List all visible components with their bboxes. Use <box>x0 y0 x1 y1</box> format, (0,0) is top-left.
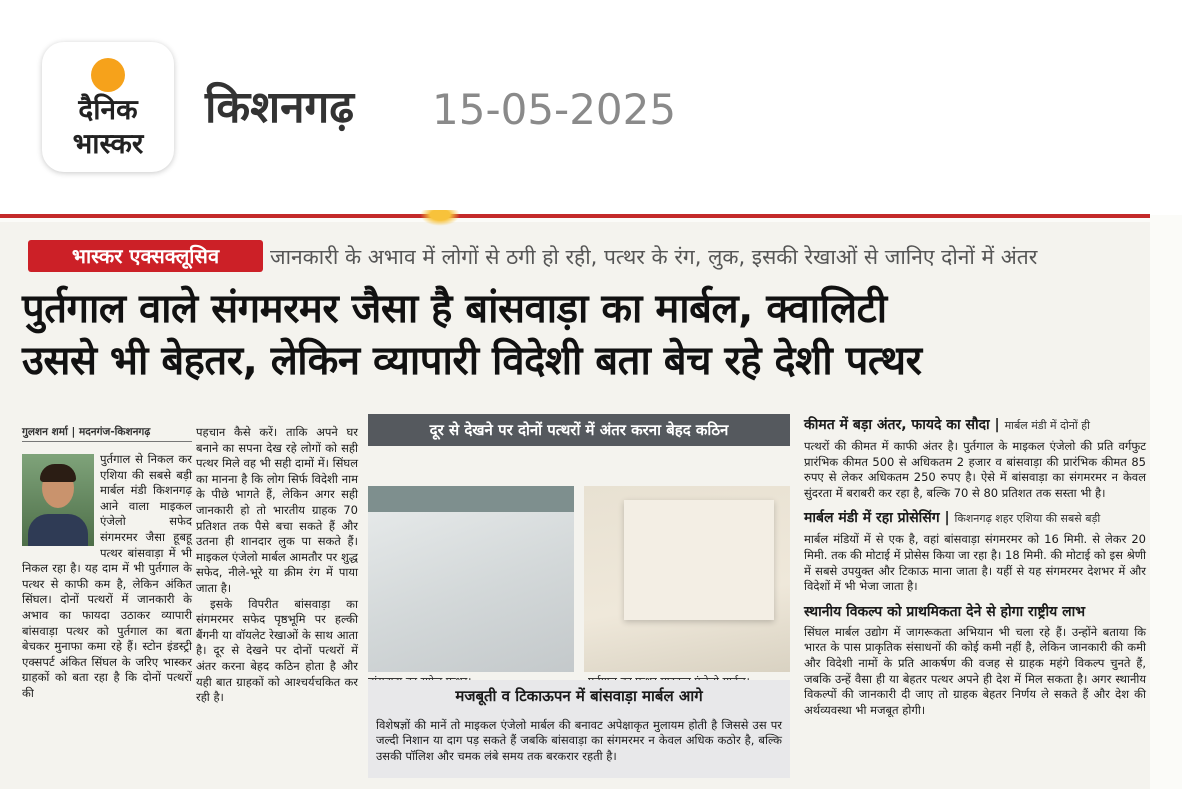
column-2-text: पहचान कैसे करें। ताकि अपने घर बनाने का सपना देख रहे लोगों को सही पत्थर मिले वह भी सही दामों में। सिंघल का मानना है कि लोग सिर्फ विदेशी नाम के पीछे भागते हैं, लेकिन अगर सही जानकारी हो तो भारतीय ग्राहक 70 प्रतिशत तक पैसे बचा सकते हैं और उतना ही शानदार लुक पा सकते हैं। माइकल एंजेलो मार्बल आमतौर पर शुद्ध सफेद, नीले-भूरे या क्रीम रंग में पाया जाता है। <box>196 425 358 595</box>
section-local-heading: स्थानीय विकल्प को प्राथमिकता देने से होगा राष्ट्रीय लाभ <box>804 603 1086 620</box>
strength-box-heading: मजबूती व टिकाऊपन में बांसवाड़ा मार्बल आगे <box>455 687 703 705</box>
section-price-lead: मार्बल मंडी में दोनों ही <box>1004 419 1090 432</box>
exclusive-tag: भास्कर एक्सक्लूसिव <box>28 240 263 272</box>
article-headline <box>22 283 1150 387</box>
section-local-text: सिंघल मार्बल उद्योग में जागरूकता अभियान भी चला रहे हैं। उन्होंने बताया कि भारत के पास प्राकृतिक संसाधनों की कोई कमी नहीं है, लेकिन जानकारी की कमी और विदेशी नामों के प्रति आकर्षण की वजह से ग्राहक महंगे विकल्प चुनते हैं, जबकि उन्हें वैसा ही या बेहतर पत्थर अपने ही देश में मिल सकता है। अगर स्थानीय विकल्पों की जानकारी दी जाए तो ग्राहक बेहतर निर्णय ले सकते हैं और देश की अर्थव्यवस्था भी मजबूत होगी। <box>804 624 1146 717</box>
section-processing-heading: मार्बल मंडी में रहा प्रोसेसिंग <box>804 510 940 527</box>
column-2-text-2: इसके विपरीत बांसवाड़ा का संगमरमर सफेद पृष्ठभूमि पर हल्की बैंगनी या वॉयलेट रेखाओं के साथ आता है। दूर से देखने पर दोनों पत्थरों में अंतर करना बेहद कठिन होता है और यही बात ग्राहकों को आश्चर्यचकित कर रही है। <box>196 596 358 705</box>
section-price: कीमत में बड़ा अंतर, फायदे का सौदा | मार्बल मंडी में दोनों ही <box>804 417 1090 433</box>
section-price-text: पत्थरों की कीमत में काफी अंतर है। पुर्तगाल के माइकल एंजेलो की प्रति वर्गफुट प्रारंभिक कीमत 500 से अधिकतम 2 हजार व बांसवाड़ा की प्रारंभिक कीमत 85 रुपए से लेकर अधिकतम 250 रुपए है। ऐसे में बांसवाड़ा का संगमरमर न केवल सुंदरता में बराबरी कर रहा है, बल्कि 70 से 80 प्रतिशत तक सस्ता भी है। <box>804 439 1146 500</box>
header-divider <box>0 214 1150 218</box>
headline-line-2: उससे भी बेहतर, लेकिन व्यापारी विदेशी बता बेच रहे देशी पत्थर <box>22 338 922 384</box>
sun-glow-icon <box>420 210 460 226</box>
column-1-text: पुर्तगाल से निकल कर एशिया की सबसे बड़ी मार्बल मंडी किशनगढ़ आने वाला माइकल एंजेलो सफेद संगमरमर जैसा हूबहू पत्थर बांसवाड़ा में भी निकल रहा है। यह दाम में भी पुर्तगाल के पत्थर से काफी कम है, लेकिन अंकित सिंघल। दोनों पत्थरों में जानकारी के अभाव का फायदा उठाकर व्यापारी बांसवाड़ा पत्थर को पुर्तगाल का बता बेचकर मुनाफा कमा रहे हैं। स्टोन इंडस्ट्री एक्सपर्ट अंकित सिंघल के जरिए भास्कर ग्राहकों को बता रहा है कि दोनों पत्थरों की <box>22 452 192 700</box>
portugal-marble-photo <box>584 486 790 672</box>
article-column-2 <box>196 425 358 706</box>
article-column-1 <box>22 425 192 702</box>
section-processing-text: मार्बल मंडियों में से एक है, वहां बांसवाड़ा संगमरमर को 16 मिमी. से लेकर 20 मिमी. तक की मोटाई में प्रोसेस किया जा रहा है। 18 मिमी. की मोटाई को इस श्रेणी में सबसे उपयुक्त और टिकाऊ माना जाता है। यहीं से यह संगमरमर देशभर में और विदेशों में भी भेजा जाता है। <box>804 532 1146 594</box>
sun-icon <box>91 58 125 92</box>
logo-line1: दैनिक <box>78 93 138 126</box>
logo-line2: भास्कर <box>72 127 144 160</box>
byline: गुलशन शर्मा | मदनगंज-किशनगढ़ <box>22 425 192 442</box>
article-kicker: जानकारी के अभाव में लोगों से ठगी हो रही, पत्थर के रंग, लुक, इसकी रेखाओं से जानिए दोनों में अंतर <box>270 245 1038 269</box>
banswara-marble-photo <box>368 486 574 672</box>
strength-box <box>368 680 790 778</box>
edition-city: किशनगढ़ <box>205 82 355 133</box>
edition-date: 15-05-2025 <box>432 85 677 134</box>
expert-photo <box>22 454 94 546</box>
section-price-heading: कीमत में बड़ा अंतर, फायदे का सौदा <box>804 417 990 433</box>
photo-header: दूर से देखने पर दोनों पत्थरों में अंतर करना बेहद कठिन <box>368 414 790 446</box>
article-column-4 <box>804 414 1146 724</box>
section-processing: मार्बल मंडी में रहा प्रोसेसिंग | किशनगढ़ शहर एशिया की सबसे बड़ी <box>804 510 1101 527</box>
photo-feature <box>368 414 790 686</box>
dainik-bhaskar-logo[interactable] <box>42 42 174 172</box>
headline-line-1: पुर्तगाल वाले संगमरमर जैसा है बांसवाड़ा का मार्बल, क्वालिटी <box>22 286 887 332</box>
strength-box-text: विशेषज्ञों की मानें तो माइकल एंजेलो मार्बल की बनावट अपेक्षाकृत मुलायम होती है जिससे उस पर जल्दी निशान या दाग पड़ सकते हैं जबकि बांसवाड़ा का संगमरमर न केवल अधिक कठोर है, बल्कि उसकी पॉलिश और चमक लंबे समय तक बरकरार रहती है। <box>376 718 782 763</box>
section-processing-lead: किशनगढ़ शहर एशिया की सबसे बड़ी <box>954 512 1101 526</box>
